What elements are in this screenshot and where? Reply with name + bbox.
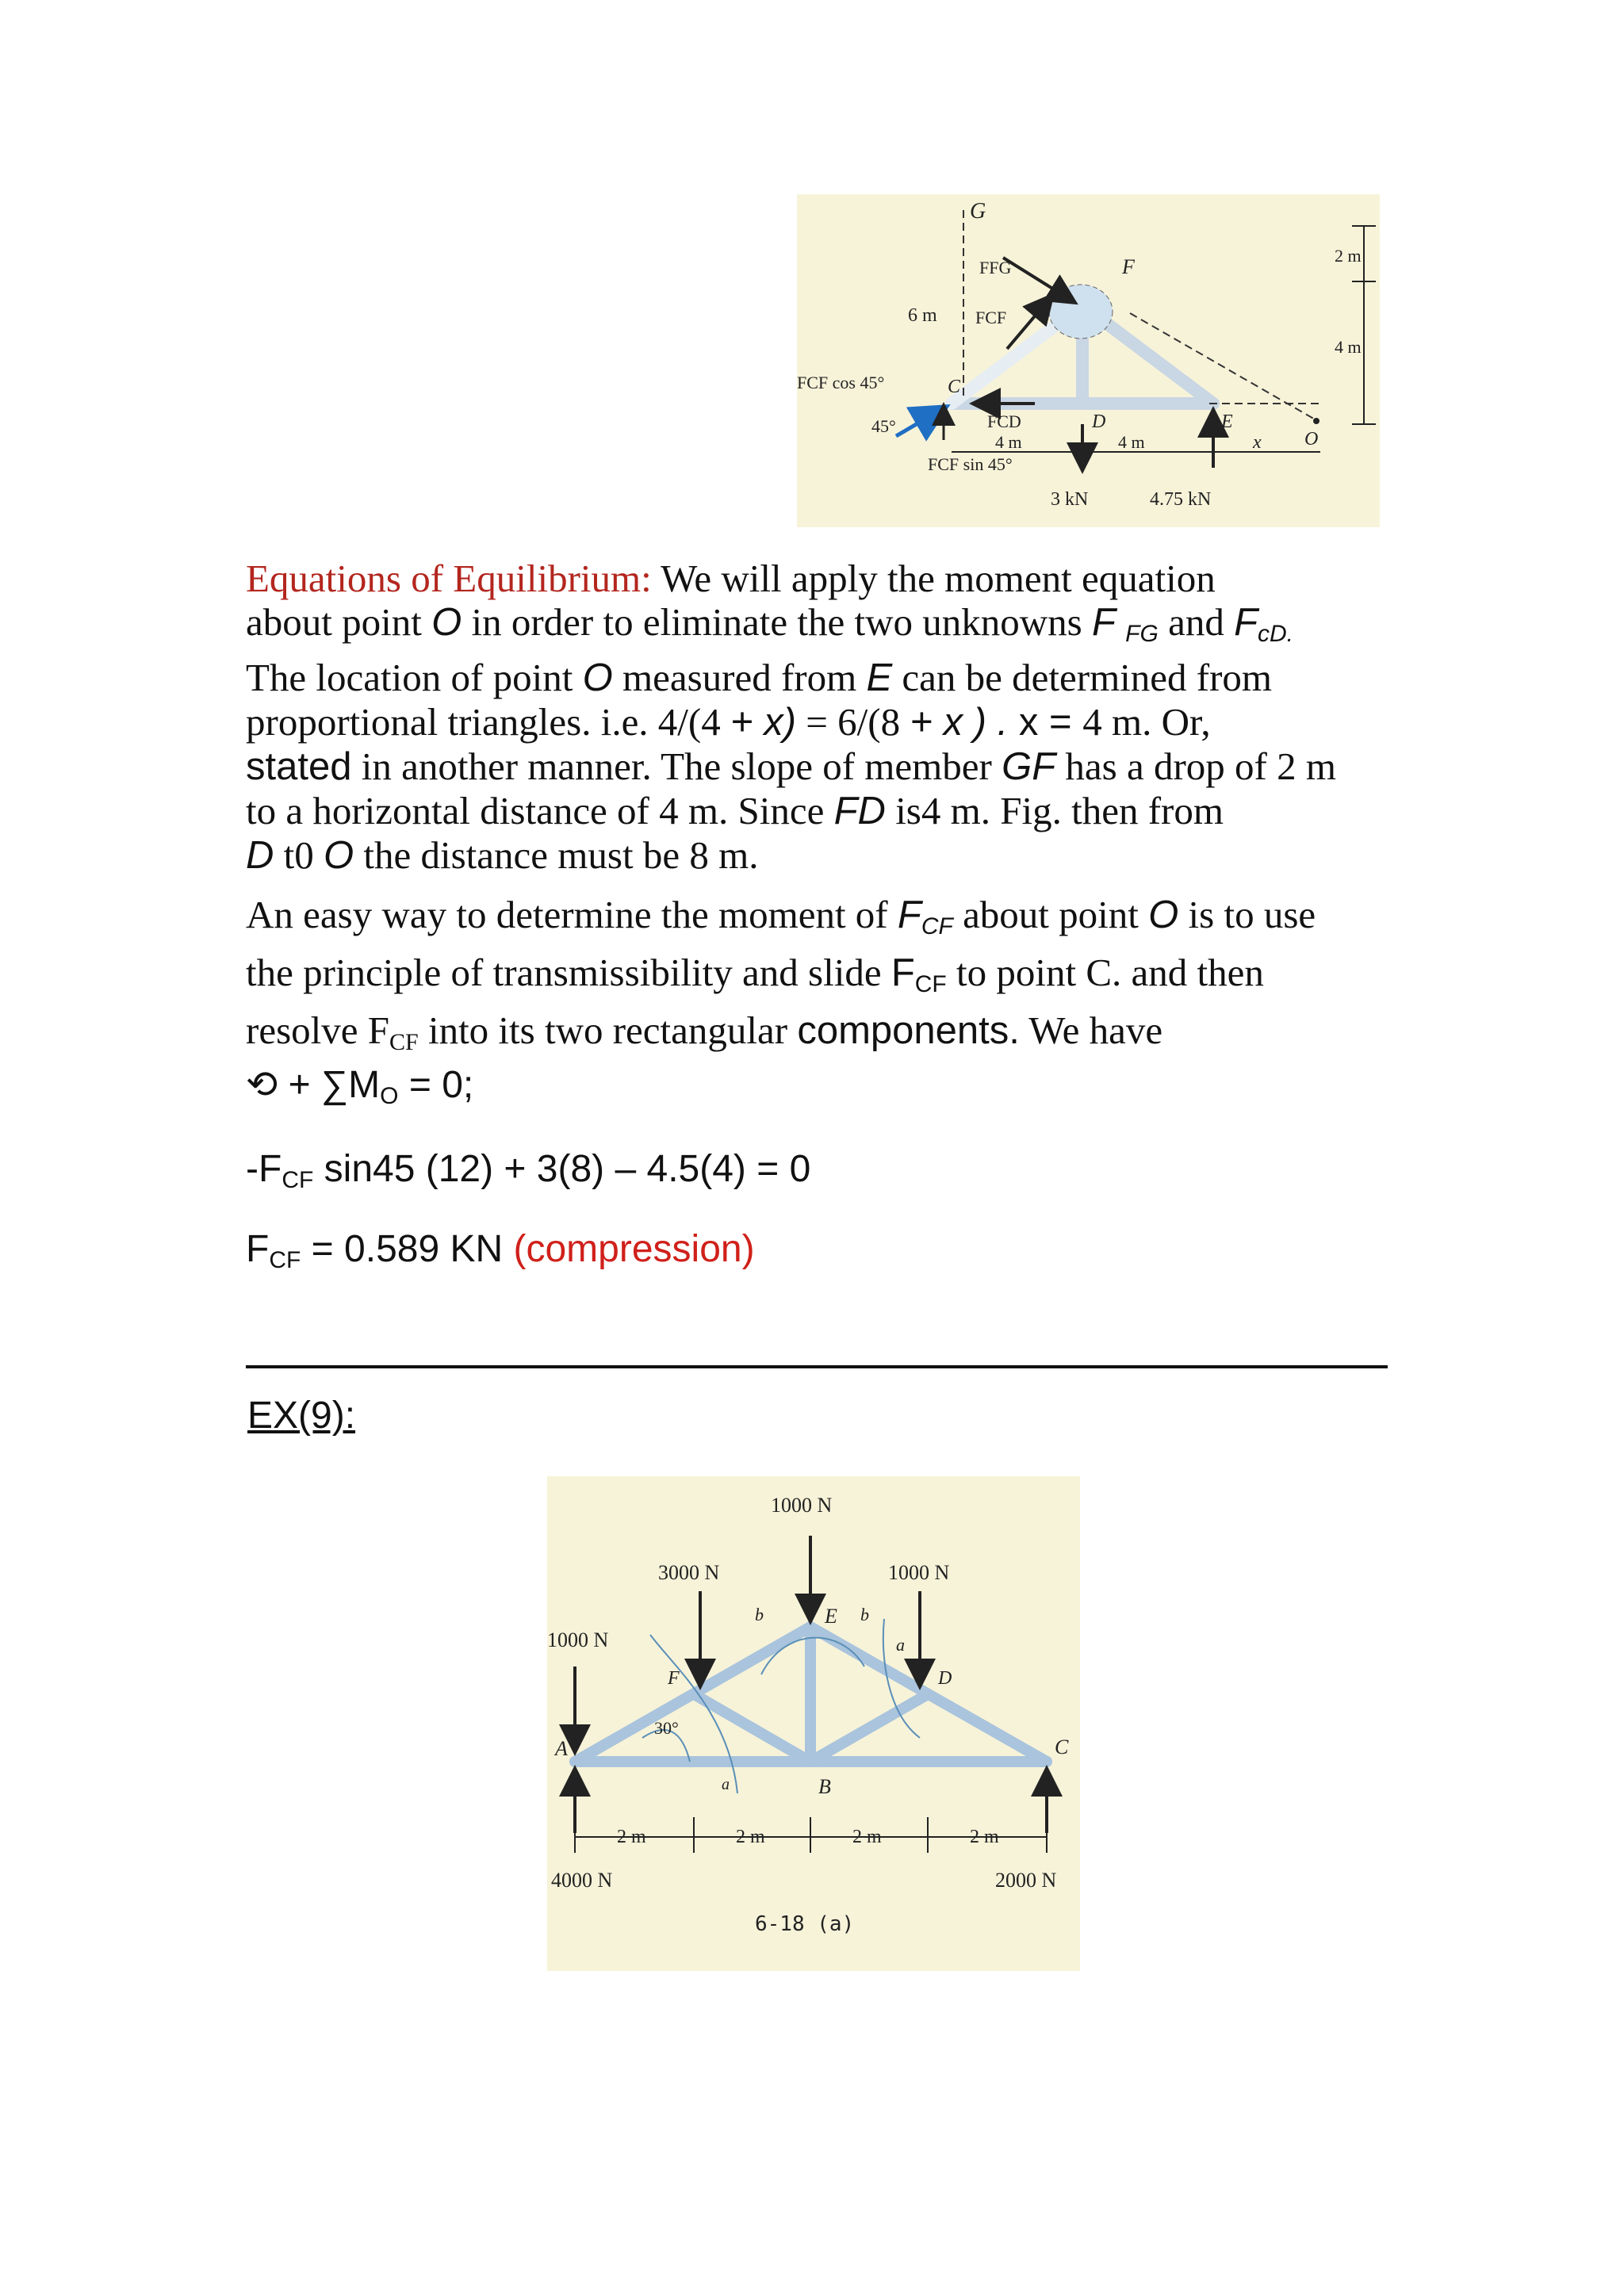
label-fcf-cos: FCF cos 45° (797, 373, 885, 392)
para1-text: FG (1125, 621, 1159, 647)
label-D: D (1092, 411, 1106, 432)
label-1000n-left: 1000 N (547, 1628, 609, 1651)
label-angle: 45° (871, 416, 896, 436)
para2-text: to point C. and then (946, 951, 1264, 994)
label-b2: b (860, 1605, 869, 1624)
label-3000n: 3000 N (658, 1561, 720, 1584)
force-result (246, 1227, 755, 1274)
para1-text: t0 (274, 833, 324, 877)
para1-text: F (1234, 601, 1258, 644)
para1-text: to a horizontal distance of 4 m. Since (246, 789, 834, 832)
label-4m-a: 4 m (995, 432, 1022, 452)
label-G: G (970, 199, 986, 224)
label-angle: 30° (654, 1718, 679, 1738)
para1-text: measured from (612, 656, 867, 699)
para2-text: CF (921, 913, 953, 939)
label-F: F (668, 1668, 680, 1689)
para1-text: and (1158, 600, 1235, 644)
equation-text: -F (246, 1148, 282, 1190)
label-F: F (1122, 255, 1135, 278)
label-1000n-right: 1000 N (888, 1561, 950, 1584)
para1-line2 (246, 600, 1388, 656)
para2-text: We have (1019, 1008, 1163, 1052)
para1-text: is4 m. Fig. then from (885, 789, 1224, 832)
para1-text: proportional triangles. i.e. 4/(4 (246, 700, 730, 744)
para2-text: O (1148, 894, 1179, 936)
equation-text: CF (282, 1167, 314, 1193)
para1-line5 (246, 744, 1388, 789)
para1-text: O (582, 656, 613, 699)
example-heading: EX(9): (247, 1395, 356, 1437)
label-a-low: a (722, 1776, 730, 1793)
para1-line4 (246, 700, 1388, 744)
para1-text: in order to eliminate the two unknowns (462, 600, 1092, 644)
para2-text: An easy way to determine the moment of (246, 893, 898, 936)
label-ffg: FFG (979, 258, 1012, 277)
figure-caption: 6-18 (a) (755, 1912, 855, 1936)
equilibrium-paragraph (246, 557, 1388, 878)
para1-text: = 6/(8 (796, 700, 910, 744)
label-C: C (948, 377, 961, 397)
para1-text: stated (246, 745, 352, 788)
label-b1: b (755, 1605, 764, 1624)
label-reaction-left: 4000 N (551, 1869, 613, 1892)
para1-text: GF (1002, 745, 1056, 788)
para2-text: CF (389, 1029, 419, 1055)
para1-line1 (246, 557, 1388, 600)
equation-text: F (246, 1228, 270, 1270)
label-E: E (825, 1605, 837, 1628)
label-3kn: 3 kN (1051, 489, 1089, 510)
para1-text: has a drop of 2 m (1055, 744, 1336, 788)
label-six-m: 6 m (908, 305, 937, 326)
label-x: x (1253, 432, 1262, 453)
para1-line3 (246, 656, 1388, 700)
label-a: a (896, 1635, 905, 1655)
dim-2m-3: 2 m (852, 1827, 882, 1847)
equation-text: + ∑M (288, 1064, 381, 1106)
counterclockwise-icon: ⟲ (246, 1064, 278, 1106)
para1-line6 (246, 789, 1388, 833)
para1-text: x = (1008, 701, 1083, 744)
transmissibility-paragraph (246, 892, 1388, 1066)
para2-line3 (246, 1008, 1388, 1066)
roof-truss-figure (547, 1476, 1080, 1971)
label-E: E (1221, 411, 1233, 432)
para2-text: F (897, 894, 921, 936)
label-C: C (1055, 1735, 1069, 1758)
equilibrium-label: Equations of Equilibrium: (246, 557, 652, 600)
para1-text: We will apply the moment equation (651, 557, 1216, 600)
compression-label: (compression) (513, 1228, 755, 1270)
moment-equation (246, 1062, 473, 1110)
para1-text: cD. (1258, 621, 1294, 647)
label-475kn: 4.75 kN (1150, 489, 1212, 510)
label-4m-b: 4 m (1118, 432, 1145, 452)
label-fcf: FCF (975, 308, 1007, 327)
equation-text: CF (269, 1247, 301, 1273)
moment-equation-expanded (246, 1147, 810, 1194)
truss-members (575, 1627, 1047, 1762)
label-fcf-sin: FCF sin 45° (928, 454, 1013, 474)
para2-text: into its two rectangular (418, 1008, 798, 1052)
para1-text: 4 m. Or, (1082, 700, 1211, 744)
label-2m: 2 m (1335, 246, 1362, 266)
para1-text: + x ) . (910, 701, 1009, 744)
para2-text: is to use (1178, 893, 1316, 936)
para2-text: the principle of transmissibility and slide (246, 951, 891, 994)
para1-line7 (246, 833, 1388, 878)
dim-2m-4: 2 m (970, 1827, 999, 1847)
para2-text: F (891, 951, 915, 994)
equation-text: O (380, 1083, 399, 1109)
para1-text: F (1091, 601, 1116, 644)
dim-2m-2: 2 m (736, 1827, 765, 1847)
para1-text: O (324, 834, 354, 877)
para1-text: FD (833, 790, 886, 832)
para2-line2 (246, 950, 1388, 1008)
para2-text: CF (914, 971, 947, 997)
truss-section-figure (797, 194, 1380, 527)
para2-line1 (246, 892, 1388, 950)
para1-text: can be determined from (892, 656, 1273, 699)
section-divider (246, 1365, 1388, 1368)
para1-text: the distance must be 8 m. (354, 833, 759, 877)
para2-text: resolve F (246, 1008, 389, 1052)
para1-text: + x) (730, 701, 797, 744)
para2-text: about point (952, 893, 1149, 936)
label-top-load: 1000 N (771, 1494, 833, 1517)
para2-text: components. (797, 1009, 1020, 1052)
para1-text: The location of point (246, 656, 583, 699)
label-fcd: FCD (987, 411, 1021, 431)
para1-text: D (246, 834, 274, 877)
label-A: A (555, 1737, 568, 1760)
fcf-resolved-arrow (896, 408, 944, 436)
para1-text: about point (246, 600, 432, 644)
para1-text: E (866, 656, 893, 699)
label-4m-right: 4 m (1335, 337, 1362, 357)
label-reaction-right: 2000 N (995, 1869, 1057, 1892)
equation-text: = 0; (398, 1064, 474, 1106)
label-B: B (818, 1775, 831, 1798)
ffg-arrow (1003, 258, 1073, 301)
dashed-lines (963, 210, 1320, 420)
label-D: D (938, 1668, 952, 1689)
equation-text: sin45 (12) + 3(8) – 4.5(4) = 0 (313, 1148, 811, 1190)
para1-text: in another manner. The slope of member (351, 744, 1002, 788)
para1-text: O (431, 601, 462, 644)
dim-2m-1: 2 m (617, 1827, 646, 1847)
label-O: O (1304, 429, 1319, 450)
equation-text: = 0.589 KN (301, 1228, 514, 1270)
